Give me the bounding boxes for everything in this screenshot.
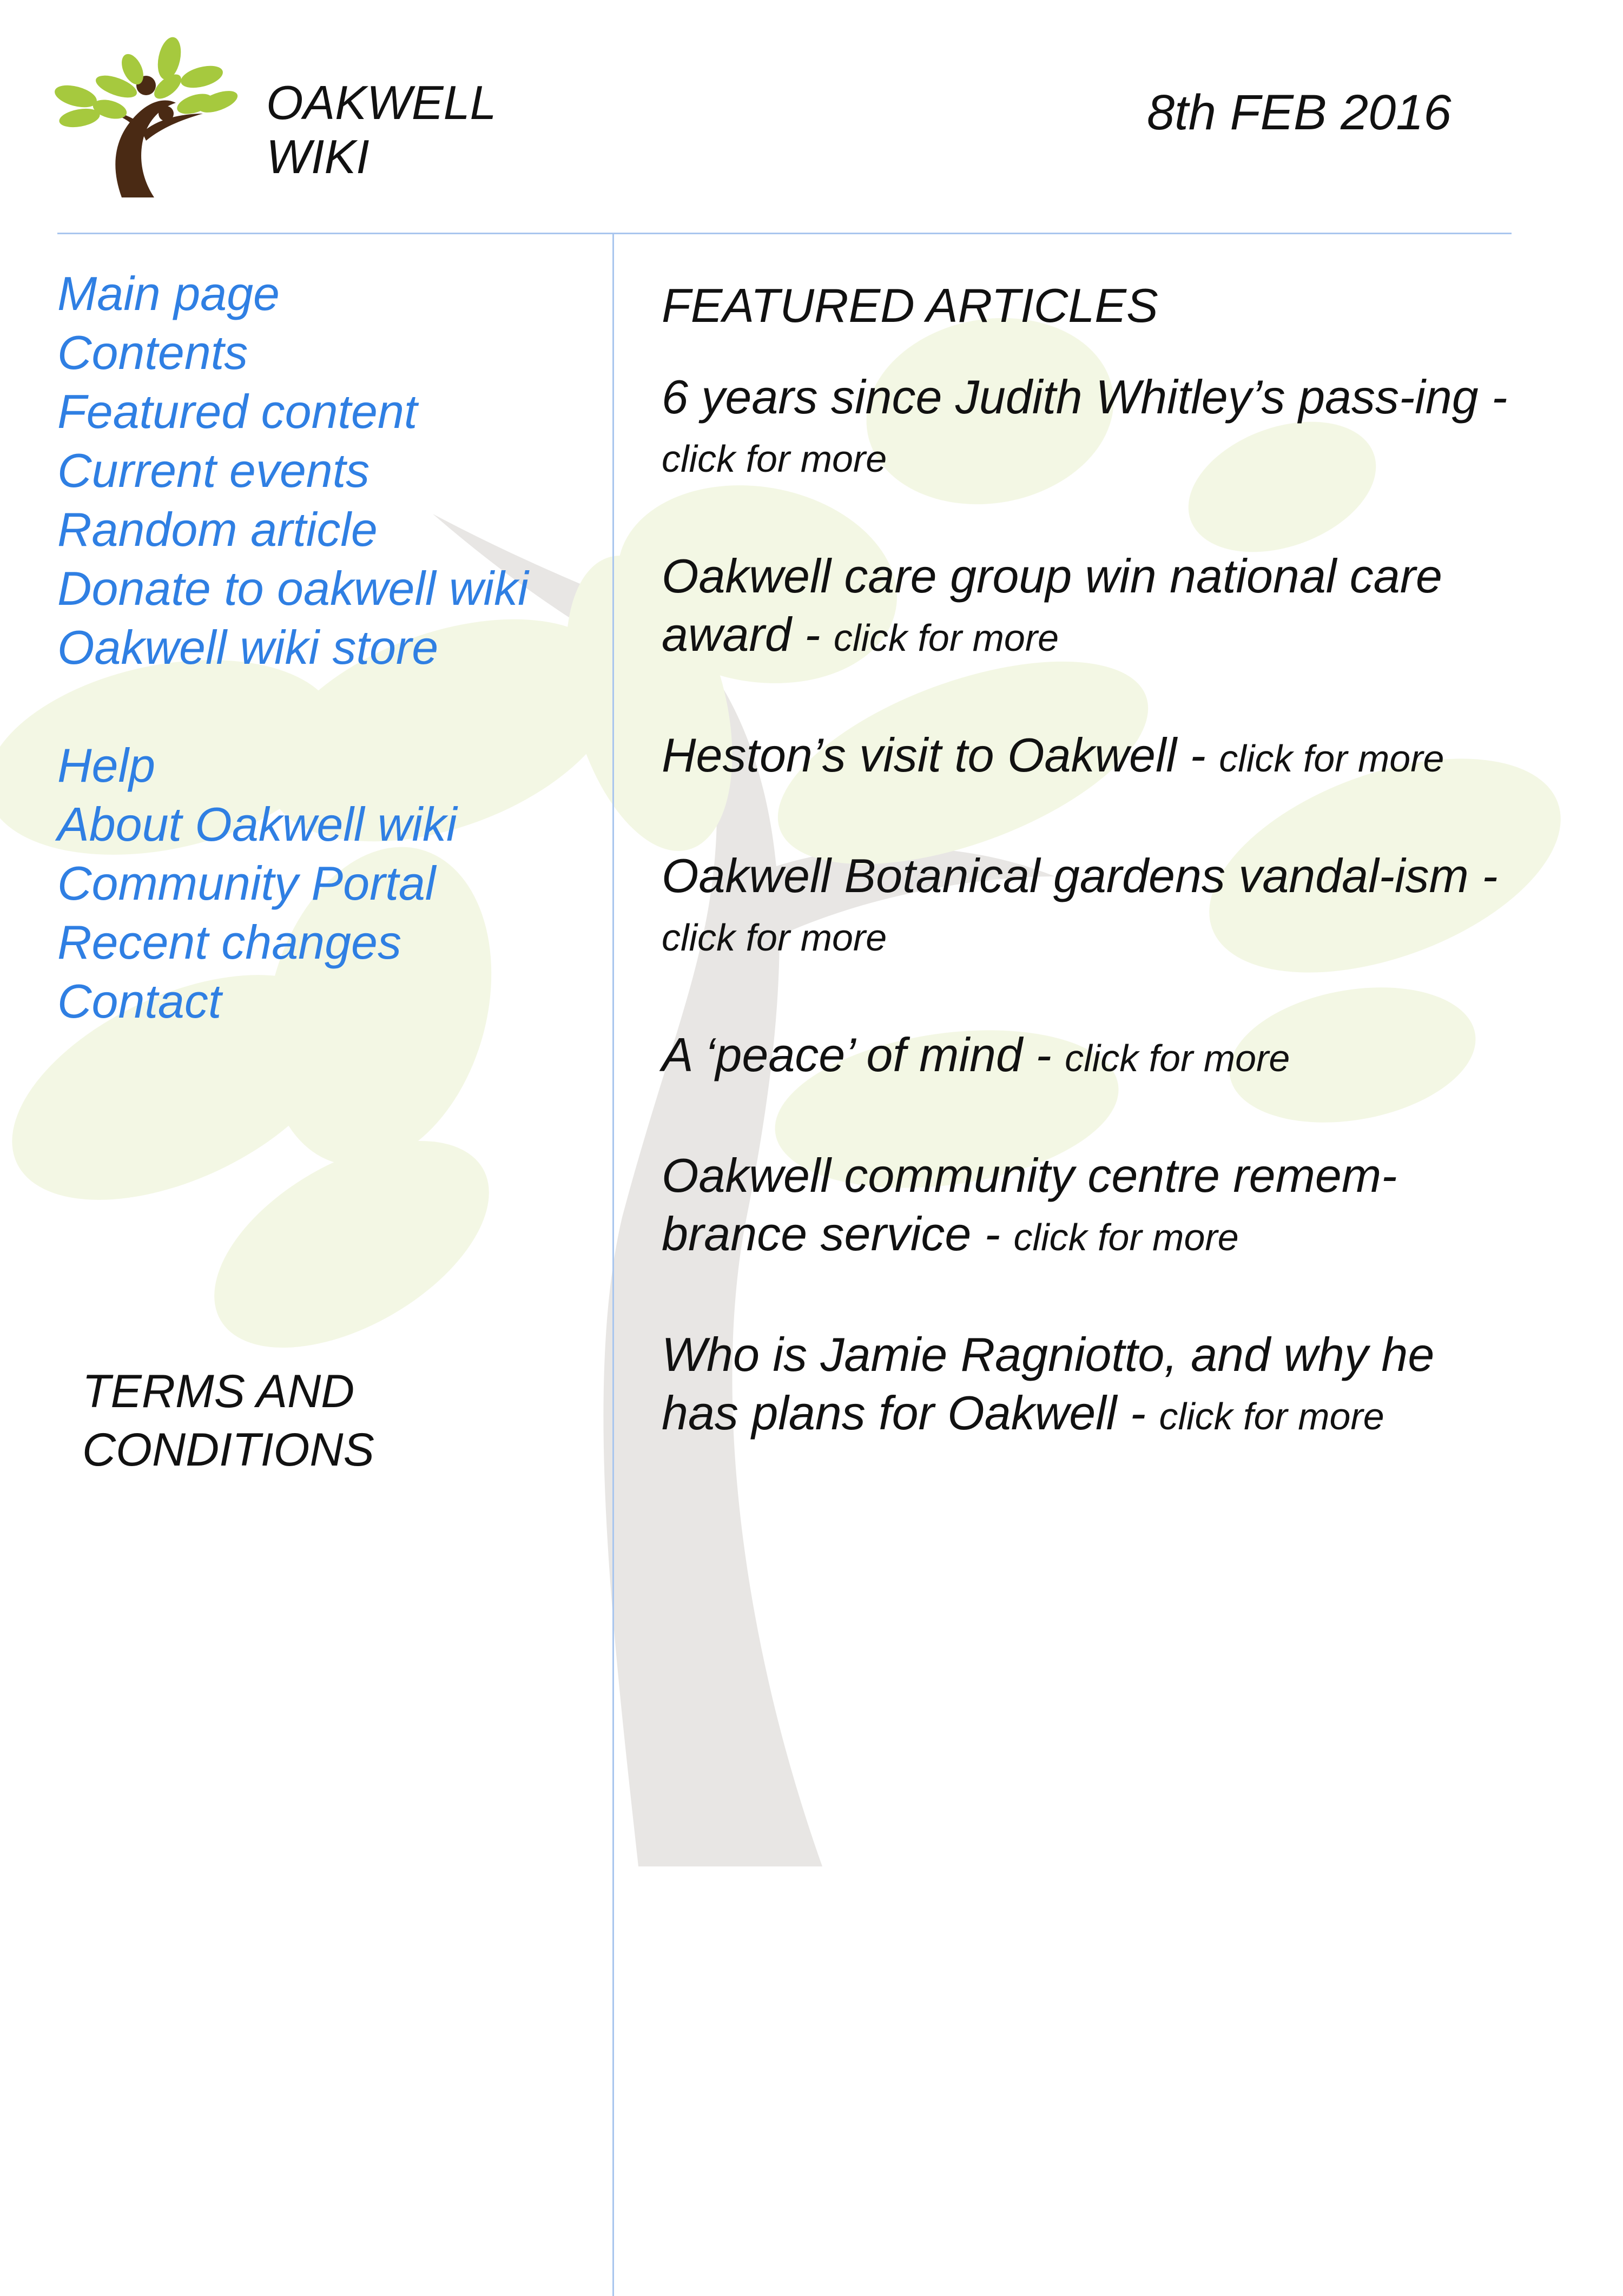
click-for-more-link[interactable]: click for more — [833, 617, 1059, 659]
sidebar-link-contact[interactable]: Contact — [57, 974, 222, 1028]
featured-article[interactable] — [662, 1026, 1522, 1087]
article-title: Heston’s visit to Oakwell — [662, 728, 1177, 782]
featured-article[interactable] — [662, 847, 1522, 967]
sidebar-link-main-page[interactable]: Main page — [57, 267, 280, 320]
terms-line2: CONDITIONS — [82, 1424, 374, 1476]
sidebar-link-about[interactable]: About Oakwell wiki — [57, 797, 457, 851]
article-separator: - — [1478, 370, 1508, 424]
click-for-more-link[interactable]: click for more — [1065, 1037, 1290, 1079]
click-for-more-link[interactable]: click for more — [1013, 1216, 1239, 1258]
article-separator: - — [971, 1207, 1014, 1261]
header-divider — [57, 233, 1512, 234]
site-name-line2: WIKI — [266, 130, 370, 183]
click-for-more-link[interactable]: click for more — [662, 438, 887, 480]
sidebar-nav-help — [57, 736, 604, 1031]
article-title: 6 years since Judith Whitley’s pass-ing — [662, 370, 1479, 424]
page-date: 8th FEB 2016 — [1147, 85, 1452, 140]
oakwell-tree-logo — [46, 32, 246, 206]
sidebar-nav-main — [57, 264, 604, 677]
click-for-more-link[interactable]: click for more — [1159, 1395, 1384, 1437]
article-title: Who is Jamie Ragniotto, and why he has plans for Oakwell — [662, 1328, 1435, 1440]
sidebar-link-featured-content[interactable]: Featured content — [57, 385, 418, 438]
site-name — [266, 76, 496, 184]
sidebar-link-random-article[interactable]: Random article — [57, 503, 378, 556]
terms-line1: TERMS AND — [82, 1365, 355, 1417]
sidebar-link-current-events[interactable]: Current events — [57, 444, 370, 497]
article-title: Oakwell Botanical gardens vandal-ism — [662, 849, 1469, 902]
article-separator: - — [1117, 1386, 1159, 1440]
article-title: A ‘peace’ of mind — [662, 1028, 1022, 1081]
sidebar-link-help[interactable]: Help — [57, 738, 155, 792]
featured-article[interactable] — [662, 1146, 1522, 1266]
featured-article[interactable] — [662, 726, 1522, 788]
featured-articles-heading: FEATURED ARTICLES — [662, 279, 1158, 332]
featured-articles — [662, 276, 1522, 1505]
column-divider — [612, 233, 614, 2296]
article-separator: - — [1022, 1028, 1065, 1081]
terms-and-conditions-link[interactable] — [82, 1362, 374, 1479]
article-separator: - — [1177, 728, 1219, 782]
article-title: Oakwell care group win national care award — [662, 549, 1442, 661]
featured-article[interactable] — [662, 368, 1522, 488]
click-for-more-link[interactable]: click for more — [662, 916, 887, 959]
featured-article[interactable] — [662, 1325, 1522, 1446]
click-for-more-link[interactable]: click for more — [1219, 737, 1444, 780]
sidebar-link-recent-changes[interactable]: Recent changes — [57, 915, 401, 969]
article-separator: - — [1468, 849, 1498, 902]
site-name-line1: OAKWELL — [266, 76, 497, 129]
article-separator: - — [791, 608, 834, 661]
article-title: Oakwell community centre remem-brance service — [662, 1149, 1397, 1261]
sidebar-link-donate[interactable]: Donate to oakwell wiki — [57, 562, 529, 615]
featured-article[interactable] — [662, 547, 1522, 667]
sidebar-link-contents[interactable]: Contents — [57, 326, 248, 379]
sidebar-link-community-portal[interactable]: Community Portal — [57, 856, 436, 910]
sidebar-link-store[interactable]: Oakwell wiki store — [57, 621, 439, 674]
